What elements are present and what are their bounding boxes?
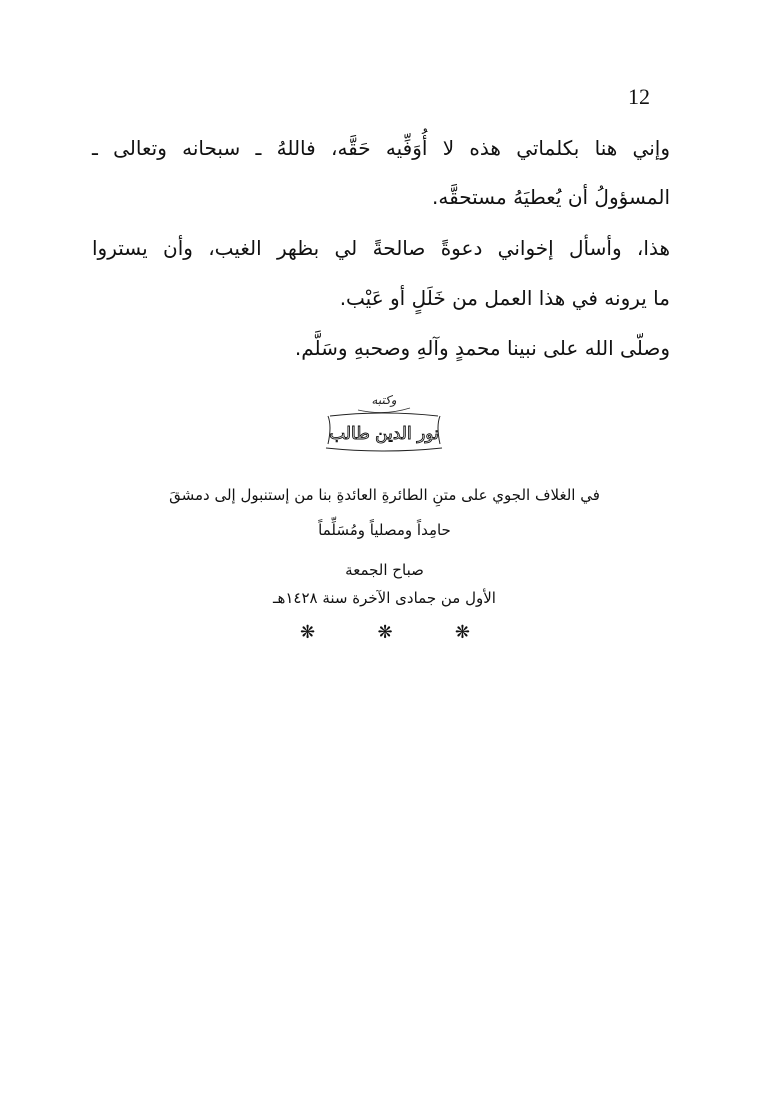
signature-label: وكتبه [371,393,397,407]
ornament-stars [300,624,470,642]
footer-line-3: صباح الجمعة [345,561,424,579]
ornament-star: ❋ [454,622,470,643]
signature-label-flourish [358,408,410,413]
paragraph-2-line-1: هذا، وأسأل إخواني دعوةً صالحةً لي بظهر الغيب، وأن يستروا [92,236,670,260]
signature-calligraphy [318,386,450,456]
signature-name: نور الدين طالب [329,424,439,444]
ornament-star: ❋ [300,622,316,643]
ornament-star: ❋ [377,622,393,643]
footer-line-4: الأول من جمادى الآخرة سنة ١٤٢٨هـ [273,589,496,607]
page-number: 12 [628,84,650,109]
paragraph-3-line-1: وصلّى الله على نبينا محمدٍ وآلهِ وصحبهِ وسَلَّم. [294,336,670,360]
paragraph-1-line-1: وإني هنا بكلماتي هذه لا أُوَفِّيه حَقَّه، فاللهُ ـ سبحانه وتعالى ـ [92,136,670,160]
paragraph-1-line-2: المسؤولُ أن يُعطيَهُ مستحقَّه. [432,185,670,209]
paragraph-2-line-2: ما يرونه في هذا العمل من خَلَلٍ أو عَيْب. [339,286,670,310]
footer-line-2: حامِداً ومصلياً ومُسَلِّماً [318,521,451,539]
footer-line-1: في الغلاف الجوي على متنِ الطائرةِ العائدةِ بنا من إستنبول إلى دمشقَ [169,486,600,504]
